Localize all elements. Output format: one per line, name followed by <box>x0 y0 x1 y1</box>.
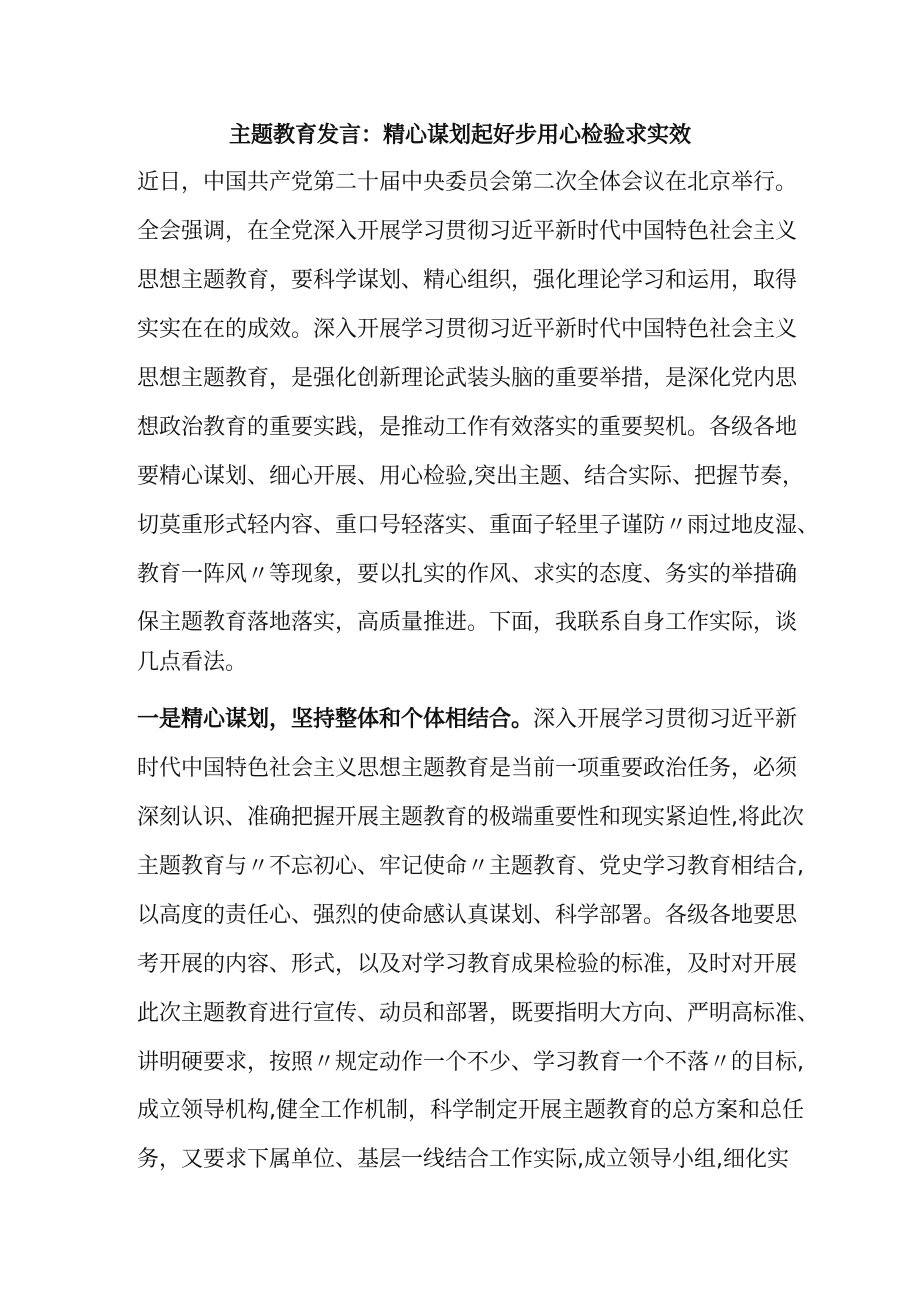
document-title: 主题教育发言：精心谋划起好步用心检验求实效 <box>228 123 691 148</box>
text-line: 主题教育与〃不忘初心、牢记使命〃主题教育、党史学习教育相结合, <box>137 854 804 879</box>
text-line <box>137 703 797 737</box>
text-line: 务，又要求下属单位、基层一线结合工作实际,成立领导小组,细化实 <box>137 1147 789 1172</box>
text-line: 想政治教育的重要实践，是推动工作有效落实的重要契机。各级各地 <box>137 415 798 440</box>
text-line: 成立领导机构,健全工作机制，科学制定开展主题教育的总方案和总任 <box>137 1098 804 1123</box>
text-line: 近日，中国共产党第二十届中央委员会第二次全体会议在北京举行。 <box>137 170 798 195</box>
text-run: 深入开展学习贯彻习近平新 <box>533 707 798 732</box>
text-line: 切莫重形式轻内容、重口号轻落实、重面子轻里子谨防〃雨过地皮湿、 <box>137 513 820 538</box>
text-line: 保主题教育落地落实，高质量推进。下面，我联系自身工作实际，谈 <box>137 610 798 635</box>
text-line: 深刻认识、准确把握开展主题教育的极端重要性和现实紧迫性,将此次 <box>137 805 804 830</box>
section-heading: 一是精心谋划，坚持整体和个体相结合。 <box>137 707 534 732</box>
text-line: 要精心谋划、细心开展、用心检验,突出主题、结合实际、把握节奏， <box>137 464 804 489</box>
text-line: 时代中国特色社会主义思想主题教育是当前一项重要政治任务，必须 <box>137 756 798 781</box>
text-line: 几点看法。 <box>137 650 248 675</box>
text-line: 考开展的内容、形式，以及对学习教育成果检验的标准，及时对开展 <box>137 952 798 977</box>
text-line: 全会强调，在全党深入开展学习贯彻习近平新时代中国特色社会主义 <box>137 219 798 244</box>
text-line: 思想主题教育，是强化创新理论武装头脑的重要举措，是深化党内思 <box>137 366 798 391</box>
text-line: 此次主题教育进行宣传、动员和部署，既要指明大方向、严明高标准、 <box>137 1001 820 1026</box>
text-line: 讲明硬要求，按照〃规定动作一个不少、学习教育一个不落〃的目标, <box>137 1050 804 1075</box>
text-line: 思想主题教育，要科学谋划、精心组织，强化理论学习和运用，取得 <box>137 268 798 293</box>
text-line: 以高度的责任心、强烈的使命感认真谋划、科学部署。各级各地要思 <box>137 903 798 928</box>
text-line: 教育一阵风〃等现象，要以扎实的作风、求实的态度、务实的举措确 <box>137 562 798 587</box>
text-line: 实实在在的成效。深入开展学习贯彻习近平新时代中国特色社会主义 <box>137 317 798 342</box>
